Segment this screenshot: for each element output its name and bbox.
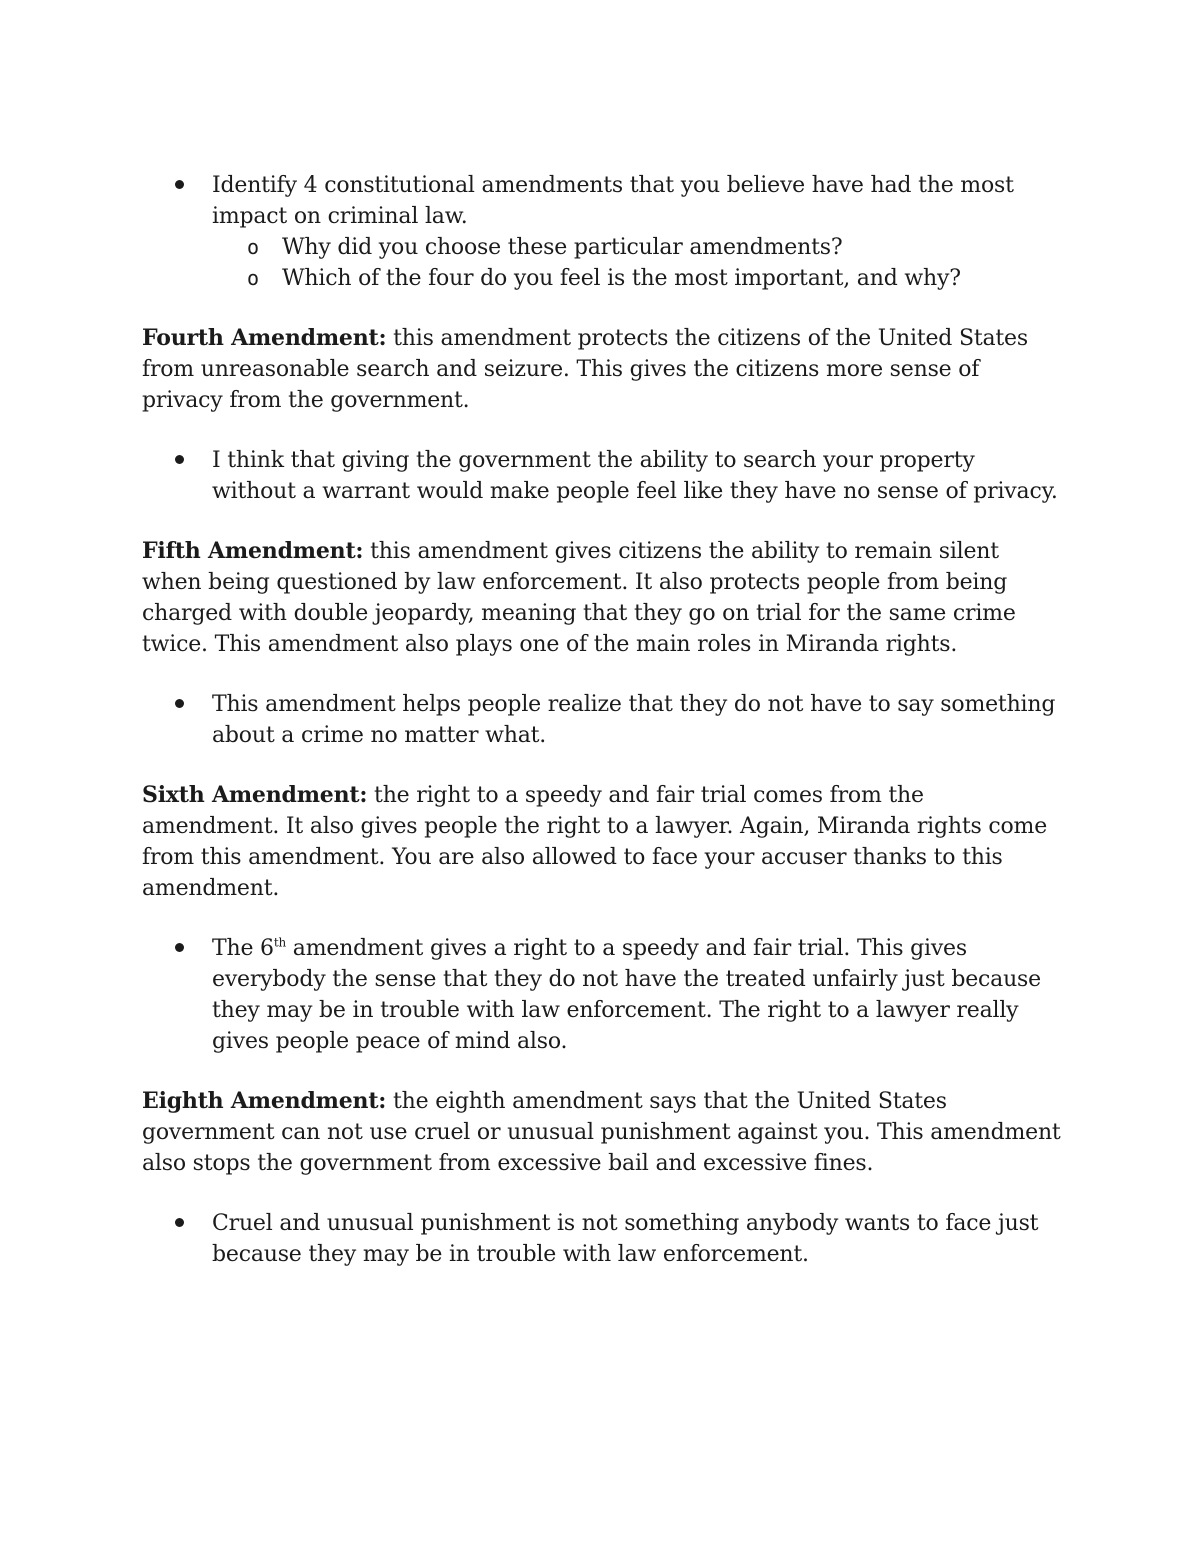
bullet-text-start: The 6 bbox=[212, 936, 274, 961]
fourth-amendment-bullet bbox=[142, 445, 1062, 507]
bullet-text: Cruel and unusual punishment is not something anybody wants to face just because they may be in trouble with law enforcement. bbox=[212, 1211, 1039, 1267]
section-text: the right to a speedy and fair trial comes from the amendment. It also gives people the right to a lawyer. Again, Miranda rights come from this amendment. You are also allowed to face your accuser thanks to this amendment. bbox=[142, 783, 1048, 901]
bullet-dot-icon bbox=[175, 699, 184, 708]
intro-bullet-text: Identify 4 constitutional amendments that you believe have had the most impact on criminal law. bbox=[212, 173, 1014, 229]
sixth-amendment-paragraph bbox=[142, 780, 1062, 904]
section-heading: Fifth Amendment: bbox=[142, 538, 364, 564]
fifth-amendment-list bbox=[142, 689, 1062, 751]
bullet-text: I think that giving the government the ability to search your property without a warrant would make people feel like they have no sense of privacy. bbox=[212, 448, 1058, 504]
section-heading: Eighth Amendment: bbox=[142, 1088, 387, 1114]
fifth-amendment-paragraph bbox=[142, 536, 1062, 660]
section-heading: Sixth Amendment: bbox=[142, 782, 368, 808]
eighth-amendment-paragraph bbox=[142, 1086, 1062, 1179]
circle-bullet-icon: o bbox=[247, 266, 259, 290]
bullet-dot-icon bbox=[175, 1218, 184, 1227]
intro-sub-item-text: Why did you choose these particular amendments? bbox=[282, 235, 843, 260]
bullet-dot-icon bbox=[175, 180, 184, 189]
intro-list bbox=[142, 170, 1062, 294]
fourth-amendment-paragraph bbox=[142, 323, 1062, 416]
section-text: this amendment gives citizens the ability to remain silent when being questioned by law enforcement. It also protects people from being charged with double jeopardy, meaning that they go on trial for the same crime twice. This amendment also plays one of the main roles in Miranda rights. bbox=[142, 539, 1016, 657]
section-text: this amendment protects the citizens of the United States from unreasonable search and seizure. This gives the citizens more sense of privacy from the government. bbox=[142, 326, 1028, 413]
sixth-amendment-list bbox=[142, 933, 1062, 1057]
section-heading: Fourth Amendment: bbox=[142, 325, 387, 351]
circle-bullet-icon: o bbox=[247, 235, 259, 259]
bullet-text-end: amendment gives a right to a speedy and fair trial. This gives everybody the sense that they do not have the treated unfairly just because they may be in trouble with law enforcement. The right to a lawyer really gives people peace of mind also. bbox=[212, 936, 1041, 1054]
intro-sub-item-text: Which of the four do you feel is the most important, and why? bbox=[282, 266, 961, 291]
eighth-amendment-list bbox=[142, 1208, 1062, 1270]
section-text: the eighth amendment says that the United States government can not use cruel or unusual punishment against you. This amendment also stops the government from excessive bail and excessive fines. bbox=[142, 1089, 1061, 1176]
bullet-dot-icon bbox=[175, 943, 184, 952]
ordinal-superscript: th bbox=[273, 935, 287, 950]
bullet-text: This amendment helps people realize that they do not have to say something about a crime no matter what. bbox=[212, 692, 1056, 748]
intro-sub-item-2 bbox=[142, 263, 1062, 294]
fifth-amendment-bullet bbox=[142, 689, 1062, 751]
fourth-amendment-list bbox=[142, 445, 1062, 507]
eighth-amendment-bullet bbox=[142, 1208, 1062, 1270]
intro-bullet bbox=[142, 170, 1062, 294]
intro-sub-list bbox=[212, 232, 1062, 294]
document-body bbox=[142, 170, 1062, 1299]
sixth-amendment-bullet bbox=[142, 933, 1062, 1057]
bullet-dot-icon bbox=[175, 455, 184, 464]
intro-sub-item-1 bbox=[142, 232, 1062, 263]
